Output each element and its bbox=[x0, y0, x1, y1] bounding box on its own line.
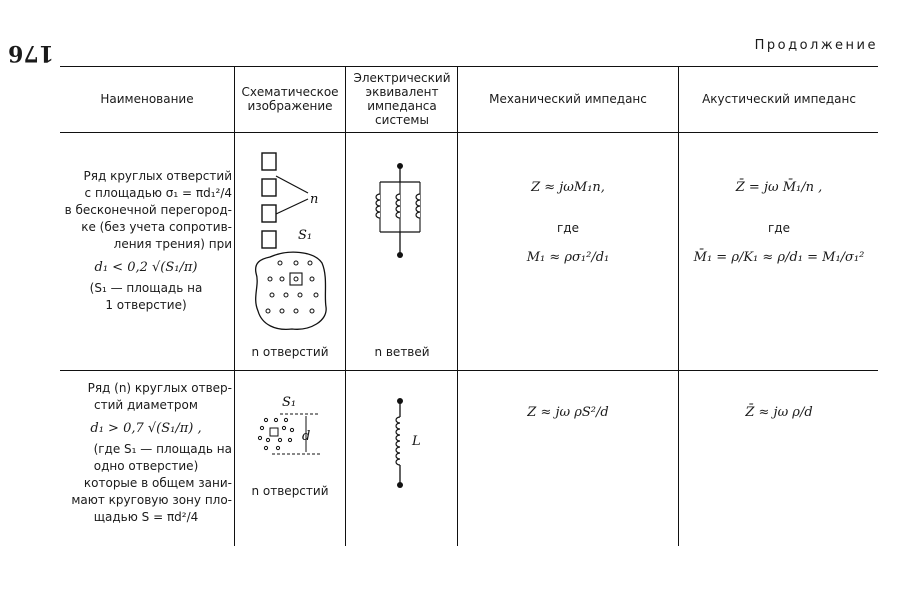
column-divider-1 bbox=[234, 66, 235, 546]
hole-dot bbox=[294, 261, 298, 265]
hole-dot bbox=[270, 293, 274, 297]
inductor-coil bbox=[396, 417, 400, 465]
hole-dot bbox=[298, 293, 302, 297]
inductor-coil bbox=[396, 194, 400, 218]
header-mechanical: Механический импеданс bbox=[489, 92, 647, 106]
hole-dot bbox=[308, 261, 312, 265]
row2-desc-line: одно отверстие) bbox=[93, 459, 199, 473]
column-divider-3 bbox=[457, 66, 458, 546]
hole-dot bbox=[290, 428, 293, 431]
row1-acoustic-formula: Z̄ = jω M̄₁/n , bbox=[735, 180, 823, 195]
unit-cell-box bbox=[270, 428, 278, 436]
row1-schematic-caption: n отверстий bbox=[251, 345, 329, 359]
row1-mechanical-definition: M₁ ≈ ρσ₁²/d₁ bbox=[526, 250, 610, 265]
row2-desc-line: щадью S = πd²/4 bbox=[93, 510, 199, 524]
row2-desc-line: (где S₁ — площадь на bbox=[93, 442, 232, 456]
row1-desc-line: (S₁ — площадь на bbox=[89, 281, 203, 295]
row1-desc-formula: d₁ < 0,2 √(S₁/π) bbox=[94, 260, 198, 275]
row1-mechanical-formula: Z ≈ jωM₁n, bbox=[531, 180, 605, 195]
row1-acoustic-where: где bbox=[768, 221, 790, 235]
header-schematic: Схематическое изображение bbox=[241, 85, 339, 113]
row2-desc-line: стий диаметром bbox=[94, 398, 198, 412]
hole-dot bbox=[280, 309, 284, 313]
row1-electrical-circuit bbox=[360, 160, 440, 270]
terminal-dot bbox=[397, 482, 403, 488]
row2-schematic-diagram bbox=[250, 392, 340, 472]
row2-mechanical-formula: Z ≈ jω ρS²/d bbox=[527, 405, 609, 420]
row1-description bbox=[60, 168, 232, 314]
schematic-label-n: n bbox=[310, 192, 319, 207]
schematic-label-s: S₁ bbox=[282, 395, 297, 410]
header-acoustic: Акустический импеданс bbox=[702, 92, 856, 106]
row2-desc-formula: d₁ > 0,7 √(S₁/π) , bbox=[90, 421, 202, 436]
header-name: Наименование bbox=[100, 92, 194, 106]
hole-dot bbox=[288, 438, 291, 441]
hole-dot bbox=[310, 309, 314, 313]
hole-dot bbox=[266, 438, 269, 441]
row2-desc-line: которые в общем зани- bbox=[83, 476, 232, 490]
row1-desc-line: с площадью σ₁ = πd₁²/4 bbox=[84, 186, 232, 200]
pointer-line bbox=[276, 176, 308, 193]
row1-desc-line: в бесконечной перегород- bbox=[64, 203, 232, 217]
hole-dot bbox=[284, 418, 287, 421]
inductor-coil bbox=[416, 194, 420, 218]
plate-segment bbox=[262, 231, 276, 248]
row1-desc-line: ке (без учета сопротив- bbox=[81, 220, 232, 234]
schematic-label-s: S₁ bbox=[298, 228, 313, 243]
blob-outline bbox=[256, 252, 327, 329]
row1-mechanical-where: где bbox=[557, 221, 579, 235]
hole-dot bbox=[280, 277, 284, 281]
hole-dot bbox=[278, 261, 282, 265]
row2-desc-line: мают круговую зону пло- bbox=[71, 493, 232, 507]
row2-desc-line: Ряд (n) круглых отвер- bbox=[87, 381, 232, 395]
table-row-rule bbox=[60, 370, 878, 371]
hole-dot bbox=[294, 309, 298, 313]
hole-dot bbox=[310, 277, 314, 281]
hole-dot bbox=[294, 277, 298, 281]
plate-segment bbox=[262, 153, 276, 170]
pointer-line bbox=[276, 199, 308, 214]
row1-desc-line: Ряд круглых отверстий bbox=[83, 169, 232, 183]
hole-dot bbox=[258, 436, 261, 439]
hole-dot bbox=[314, 293, 318, 297]
continuation-label: Продолжение bbox=[754, 38, 878, 53]
page-number: 176 bbox=[8, 40, 54, 66]
hole-dot bbox=[276, 446, 279, 449]
row1-acoustic-definition: M̄₁ = ρ/K₁ ≈ ρ/d₁ = M₁/σ₁² bbox=[693, 250, 865, 265]
inductor-label: L bbox=[412, 434, 421, 449]
plate-segment bbox=[262, 179, 276, 196]
row2-schematic-caption: n отверстий bbox=[251, 484, 329, 498]
unit-cell-box bbox=[290, 273, 302, 285]
hole-dot bbox=[264, 418, 267, 421]
hole-dot bbox=[264, 446, 267, 449]
inductor-coil bbox=[376, 194, 380, 218]
hole-dot bbox=[266, 309, 270, 313]
hole-dot bbox=[268, 277, 272, 281]
table-top-rule bbox=[60, 66, 878, 67]
terminal-dot bbox=[397, 252, 403, 258]
schematic-label-d: d bbox=[302, 429, 311, 444]
hole-dot bbox=[282, 426, 285, 429]
row1-desc-line: 1 отверстие) bbox=[105, 298, 187, 312]
table-header-rule bbox=[60, 132, 878, 133]
row2-description bbox=[60, 380, 232, 526]
column-divider-4 bbox=[678, 66, 679, 546]
row1-desc-line: ления трения) при bbox=[113, 237, 232, 251]
row1-schematic-diagram bbox=[240, 145, 340, 345]
row2-electrical-circuit bbox=[380, 395, 430, 495]
header-electrical: Электрический эквивалент импеданса системы bbox=[353, 71, 451, 127]
hole-dot bbox=[284, 293, 288, 297]
hole-dot bbox=[278, 438, 281, 441]
hole-dot bbox=[260, 426, 263, 429]
hole-dot bbox=[274, 418, 277, 421]
row1-electrical-caption: n ветвей bbox=[374, 345, 430, 359]
column-divider-2 bbox=[345, 66, 346, 546]
plate-segment bbox=[262, 205, 276, 222]
row2-acoustic-formula: Z̄ ≈ jω ρ/d bbox=[745, 405, 813, 420]
